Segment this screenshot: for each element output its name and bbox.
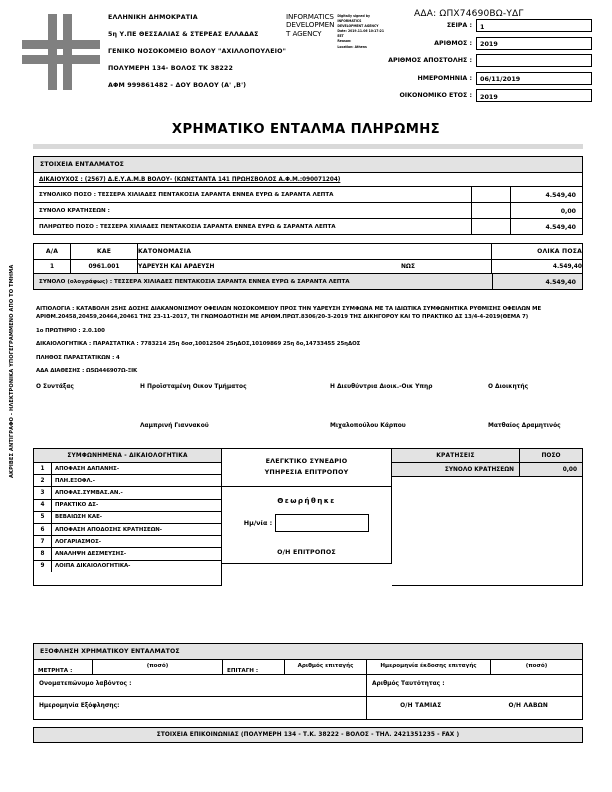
cell-kae: 0961.001: [70, 260, 137, 273]
ada-label: ΑΔΑ:: [414, 9, 437, 19]
entalma-section-band: ΣΤΟΙΧΕΙΑ ΕΝΤΑΛΜΑΤΟΣ: [34, 157, 582, 173]
signature-name-proistamenh: Λαμπρινή Γιαννακού: [140, 423, 209, 429]
signature-names-row: [36, 423, 584, 429]
meta-value-arithmos[interactable]: 2019: [476, 37, 592, 50]
checklist-item[interactable]: [34, 561, 221, 572]
checklist-label: ΠΛΗ.ΕΞΟΦΛ.-: [55, 477, 95, 484]
audit-court-column: [222, 448, 392, 586]
beneficiary-line: ΔΙΚΑΙΟΥΧΟΣ : (2567) Δ.Ε.Υ.Α.Μ.Β ΒΟΛΟΥ- (ΚΩΝΣΤΑΝΤΑ 141 ΠΡΩΗΣΒΟΛΟΣ Α.Φ.Μ.:090071204): [34, 173, 582, 187]
org-line-4: ΠΟΛΥΜΕΡΗ 134- ΒΟΛΟΣ ΤΚ 38222: [108, 65, 233, 72]
checklist-item[interactable]: [34, 536, 221, 548]
checklist-item[interactable]: [34, 548, 221, 560]
meta-row-arithmos-apostolis: [330, 52, 592, 69]
middle-composite-section: [33, 448, 583, 586]
checklist-number: 8: [34, 548, 52, 559]
cash-amount-field[interactable]: (ποσό): [92, 660, 222, 674]
checklist-number: 9: [34, 561, 52, 572]
org-line-2: 5η Υ.ΠΕ ΘΕΣΣΑΛΙΑΣ & ΣΤΕΡΕΑΣ ΕΛΛΑΔΑΣ: [108, 31, 259, 38]
settlement-signers: [366, 697, 582, 719]
checklist-label: ΑΠΟΦΑΣ.ΣΥΜΒΑΣ.ΑΝ.-: [55, 489, 123, 496]
checklist-item[interactable]: [34, 512, 221, 524]
theorithike-label: Θεωρήθηκε: [277, 496, 336, 505]
meta-row-seira: [330, 17, 592, 34]
checklist-label: ΛΟΓΑΡΙΑΣΜΟΣ-: [55, 538, 102, 545]
checklist-item[interactable]: [34, 487, 221, 499]
meta-value-oikonomiko-etos[interactable]: 2019: [476, 89, 592, 102]
org-line-3: ΓΕΝΙΚΟ ΝΟΣΟΚΟΜΕΙΟ ΒΟΛΟΥ "ΑΧΙΛΛΟΠΟΥΛΕΙΟ": [108, 48, 287, 55]
expense-detail-table: [33, 243, 583, 290]
deductions-column: [392, 448, 583, 586]
checklist-item[interactable]: [34, 463, 221, 475]
deductions-empty-area: [392, 477, 583, 586]
checklist-number: 1: [34, 463, 52, 474]
cell-name-group: [137, 260, 491, 273]
checklist-item[interactable]: [34, 475, 221, 487]
contact-footer: ΣΤΟΙΧΕΙΑ ΕΠΙΚΟΙΝΩΝΙΑΣ (ΠΟΛΥΜΕΡΗ 134 - Τ.Κ. 38222 - ΒΟΛΟΣ - ΤΗΛ. 2421351235 - FAX ): [33, 727, 583, 743]
justification-paragraph-3: ΔΙΚΑΙΟΛΟΓΗΤΙΚΑ : ΠΑΡΑΣΤΑΤΙΚΑ : 7783214 25η δοσ,10012504 25ηΔΟΣ,10109869 25η δο,14733455 25ηΔΟΣ: [36, 341, 361, 348]
amount-row-total: [34, 187, 582, 203]
document-header: [0, 0, 612, 104]
column-header-kae: ΚΑΕ: [70, 244, 137, 259]
audit-court-line-1: ΕΛΕΓΚΤΙΚΟ ΣΥΝΕΔΡΙΟ: [265, 457, 348, 465]
settlement-band: ΕΞΟΦΛΗΣΗ ΧΡΗΜΑΤΙΚΟΥ ΕΝΤΑΛΜΑΤΟΣ: [34, 644, 582, 660]
checklist-number: 5: [34, 512, 52, 523]
checklist-label: ΑΠΟΦΑΣΗ ΔΑΠΑΝΗΣ-: [55, 465, 120, 472]
total-value: 4.549,40: [492, 274, 582, 289]
justification-paragraph-2: 1ο ΠΡΩΤΗΡΙΟ : 2.0.100: [36, 327, 105, 334]
amount-spacer-deductions: [471, 203, 510, 218]
stamp-title-1: INFORMATICS: [286, 12, 334, 21]
deductions-total-row: [392, 463, 583, 477]
payment-settlement-section: [33, 643, 583, 720]
checklist-item[interactable]: [34, 524, 221, 536]
amount-value-deductions: 0,00: [510, 203, 582, 218]
checklist-number: 7: [34, 536, 52, 547]
checklist-label: ΛΟΙΠΑ ΔΙΚΑΙΟΛΟΓΗΤΙΚΑ-: [55, 563, 131, 570]
stamp-detail-2: INFORMATICS: [337, 19, 362, 24]
settlement-fields-row: [34, 660, 582, 675]
checklist-label: ΠΡΑΚΤΙΚΟ ΔΣ-: [55, 502, 99, 509]
column-header-aa: Α/Α: [45, 248, 59, 255]
recipient-name-label[interactable]: Ονοματεπώνυμο λαβόντος :: [39, 681, 132, 687]
amount-row-deductions: [34, 203, 582, 219]
stamp-detail-1: Digitally signed by: [337, 14, 371, 18]
recipient-row: [34, 675, 582, 697]
deductions-amount-header: ΠΟΣΟ: [541, 452, 561, 459]
certified-copy-vertical-note: ΑΚΡΙΒΕΣ ΑΝΤΙΓΡΑΦΟ - ΗΛΕΚΤΡΟΝΙΚΑ ΥΠΟΓΕΓΡΑΜΜΕΝΟ ΑΠΟ ΤΟ ΤΜΗΜΑ: [9, 264, 15, 478]
total-label: ΣΥΝΟΛΟ (ολογράφως) : ΤΕΣΣΕΡΑ ΧΙΛΙΑΔΕΣ ΠΕΝΤΑΚΟΣΙΑ ΣΑΡΑΝΤΑ ΕΝΝΕΑ ΕΥΡΩ & ΣΑΡΑΝΤΑ ΛΕΠΤΑ: [39, 278, 350, 285]
checklist-number: 6: [34, 524, 52, 535]
title-divider: [33, 144, 583, 149]
signature-titles-row: [36, 384, 584, 390]
stamp-title-2: DEVELOPMEN: [286, 20, 335, 30]
signature-title-dieythyntria: Η Διευθύντρια Διοικ.-Οικ Υπηρ: [330, 384, 433, 390]
table-row: [34, 260, 582, 274]
receiver-label: Ο/Η ΛΑΒΩΝ: [508, 703, 548, 709]
checklist-label: ΑΝΑΛΗΨΗ ΔΕΣΜΕΥΣΗΣ-: [55, 550, 127, 557]
cheque-amount-field[interactable]: (ποσό): [490, 660, 582, 674]
signature-name-syntaxas: [36, 423, 140, 429]
signature-title-syntaxas: Ο Συντάξας: [36, 384, 74, 390]
checklist-number: 2: [34, 475, 52, 486]
amount-label-deductions: ΣΥΝΟΛΟ ΚΡΑΤΗΣΕΩΝ :: [39, 207, 110, 214]
amount-value-payable: 4.549,40: [510, 219, 582, 234]
cheque-number-field[interactable]: Αριθμός επιταγής: [284, 660, 366, 674]
amount-spacer-payable: [471, 219, 510, 234]
meta-row-imerominia: [330, 70, 592, 87]
audit-court-header: [222, 448, 392, 487]
audit-court-line-2: ΥΠΗΡΕΣΙΑ ΕΠΙΤΡΟΠΟΥ: [264, 468, 349, 476]
stamp-detail-3: DEVELOPMENT AGENCY: [337, 24, 379, 29]
checklist-header: ΣΥΜΦΩΝΗΜΕΝΑ - ΔΙΚΑΙΟΛΟΓΗΤΙΚΑ: [34, 449, 221, 463]
recipient-id-label[interactable]: Αριθμός Ταυτότητας :: [366, 675, 582, 696]
stamp-detail-7: Location: Athens: [337, 44, 367, 49]
meta-label-seira: ΣΕΙΡΑ :: [446, 22, 472, 29]
org-line-1: ΕΛΛΗΝΙΚΗ ΔΗΜΟΚΡΑΤΙΑ: [108, 14, 198, 21]
meta-label-imerominia: ΗΜΕΡΟΜΗΝΙΑ :: [417, 74, 472, 82]
checklist-item[interactable]: [34, 500, 221, 512]
header-meta-fields: [330, 17, 592, 105]
justification-paragraph-4: ΠΛΗΘΟΣ ΠΑΡΑΣΤΑΤΙΚΩΝ : 4: [36, 354, 120, 361]
column-header-amount: ΟΛΙΚΑ ΠΟΣΑ: [491, 244, 582, 259]
settlement-date-label[interactable]: Ημερομηνία Εξόφλησης:: [39, 703, 120, 709]
signature-name-dieythyntria: Μιχαλοπούλου Κάρπου: [330, 423, 406, 429]
stamp-title-3: T AGENCY: [286, 28, 322, 38]
stamp-detail-4: Date: 2019.11.06 10:17:21: [337, 29, 384, 34]
meta-value-arithmos-apostolis[interactable]: [476, 54, 592, 67]
justification-block: [36, 305, 584, 375]
cell-name: ΥΔΡΕΥΣΗ ΚΑΙ ΑΡΔΕΥΣΗ: [138, 263, 215, 270]
meta-value-imerominia[interactable]: 06/11/2019: [476, 72, 592, 85]
stamp-detail-6: Reason:: [337, 39, 352, 44]
meta-row-oikonomiko-etos: [330, 87, 592, 104]
supporting-documents-checklist: [33, 448, 222, 586]
meta-value-seira[interactable]: 1: [476, 19, 592, 32]
checklist-number: 4: [34, 500, 52, 511]
cashier-label: Ο/Η ΤΑΜΙΑΣ: [400, 703, 442, 709]
deductions-column-header: ΚΡΑΤΗΣΕΙΣ: [392, 449, 520, 462]
amount-label-total: ΣΥΝΟΛΙΚΟ ΠΟΣΟ : ΤΕΣΣΕΡΑ ΧΙΛΙΑΔΕΣ ΠΕΝΤΑΚΟΣΙΑ ΣΑΡΑΝΤΑ ΕΝΝΕΑ ΕΥΡΩ & ΣΑΡΑΝΤΑ ΛΕΠΤΑ: [39, 191, 334, 198]
amount-spacer-total: [471, 187, 510, 202]
greek-cross-emblem-icon: [22, 14, 100, 90]
deductions-total-value: 0,00: [562, 466, 577, 473]
audit-signer-label: Ο/Η ΕΠΙΤΡΟΠΟΣ: [277, 549, 336, 556]
amount-value-total: 4.549,40: [510, 187, 582, 202]
table-total-row: [34, 274, 582, 289]
cell-amount: 4.549,40: [491, 260, 582, 273]
cell-code: ΝΩΣ: [401, 263, 415, 270]
signature-strip: [36, 384, 584, 429]
checklist-number: 3: [34, 487, 52, 498]
audit-date-row: [222, 514, 391, 532]
ada-code: ΩΠΧ74690ΒΩ-ΥΔΓ: [439, 9, 524, 19]
audit-approval-box: [222, 487, 392, 564]
justification-paragraph-1: ΑΙΤΙΟΛΟΓΙΑ : ΚΑΤΑΒΟΛΗ 25ΗΣ ΔΟΣΗΣ ΔΙΑΚΑΝΟΝΙΣΜΟΥ ΟΦΕΙΛΩΝ ΝΟΣΟΚΟΜΕΙΟΥ ΠΡΟΣ ΤΗΝ ΥΔΡΕΥΣΗ ΣΥΜΦΩΝΑ ΜΕ ΤΑ ΙΔΙΩΤΙΚΑ ΣΥΜΦΩΝΗΤΙΚΑ ΡΥΘΜΙΣΗΣ ΟΦΕΙΛΩΝ ΜΕ ΑΡΙΘΜ.20458,20459,20464,20461 ΤΗΣ 23-11-2017, ΤΗ ΓΝΩΜΟΔΟΤΗΣΗ ΜΕ ΑΡΙΘΜ.ΠΡΩΤ.8306/20-3-2019 ΤΗΣ ΔΙΚΗΓΟΡΟΥ ΚΑΙ ΤΟ ΠΡΑΚΤΙΚΟ ΔΣ 13/4-4-2019(ΘΕΜΑ 7): [36, 306, 542, 321]
cheque-label: ΕΠΙΤΑΓΗ :: [222, 660, 284, 674]
amount-row-payable: [34, 219, 582, 234]
audit-date-input[interactable]: [275, 514, 369, 532]
meta-label-arithmos: ΑΡΙΘΜΟΣ :: [434, 39, 472, 47]
table-header-row: [34, 244, 582, 260]
column-header-name: ΚΑΤΟΝΟΜΑΣΙΑ: [137, 244, 491, 259]
ada-diathesis-line: ΑΔΑ ΔΙΑΘΕΣΗΣ : Ω5Ω446907Ω-ΞΙΚ: [36, 368, 138, 375]
signature-title-dioikitis: Ο Διοικητής: [488, 384, 529, 390]
cash-label: ΜΕΤΡΗΤΑ :: [38, 668, 73, 674]
settlement-signature-row: [34, 697, 582, 719]
audit-date-label: Ημ/νία :: [243, 519, 273, 527]
meta-label-arithmos-apostolis: ΑΡΙΘΜΟΣ ΑΠΟΣΤΟΛΗΣ :: [388, 57, 472, 64]
deductions-header-row: [392, 448, 583, 463]
stamp-detail-5: EET: [337, 34, 344, 39]
deductions-total-label: ΣΥΝΟΛΟ ΚΡΑΤΗΣΕΩΝ: [392, 463, 520, 476]
meta-label-oikonomiko-etos: ΟΙΚΟΝΟΜΙΚΟ ΕΤΟΣ :: [399, 92, 472, 99]
entalma-details-section: [33, 156, 583, 235]
meta-row-arithmos: [330, 35, 592, 52]
signature-title-proistamenh: Η Προϊσταμένη Οικον Τμήματος: [140, 384, 247, 390]
signature-name-dioikitis: Ματθαίος Δραμητινός: [488, 423, 561, 429]
checklist-label: ΑΠΟΦΑΣΗ ΑΠΟΔΟΣΗΣ ΚΡΑΤΗΣΕΩΝ-: [55, 526, 163, 533]
page-title: ΧΡΗΜΑΤΙΚΟ ΕΝΤΑΛΜΑ ΠΛΗΡΩΜΗΣ: [171, 122, 441, 137]
cheque-date-field[interactable]: Ημερομηνία έκδοσης επιταγής: [366, 660, 490, 674]
amount-label-payable: ΠΛΗΡΩΤΕΟ ΠΟΣΟ : ΤΕΣΣΕΡΑ ΧΙΛΙΑΔΕΣ ΠΕΝΤΑΚΟΣΙΑ ΣΑΡΑΝΤΑ ΕΝΝΕΑ ΕΥΡΩ & ΣΑΡΑΝΤΑ ΛΕΠΤΑ: [39, 223, 336, 230]
checklist-label: ΒΕΒΑΙΩΣΗ ΚΑΕ-: [55, 514, 102, 521]
org-line-5: ΑΦΜ 999861482 - ΔΟΥ ΒΟΛΟΥ (Α' ,Β'): [108, 82, 247, 89]
cell-aa: 1: [49, 263, 55, 270]
